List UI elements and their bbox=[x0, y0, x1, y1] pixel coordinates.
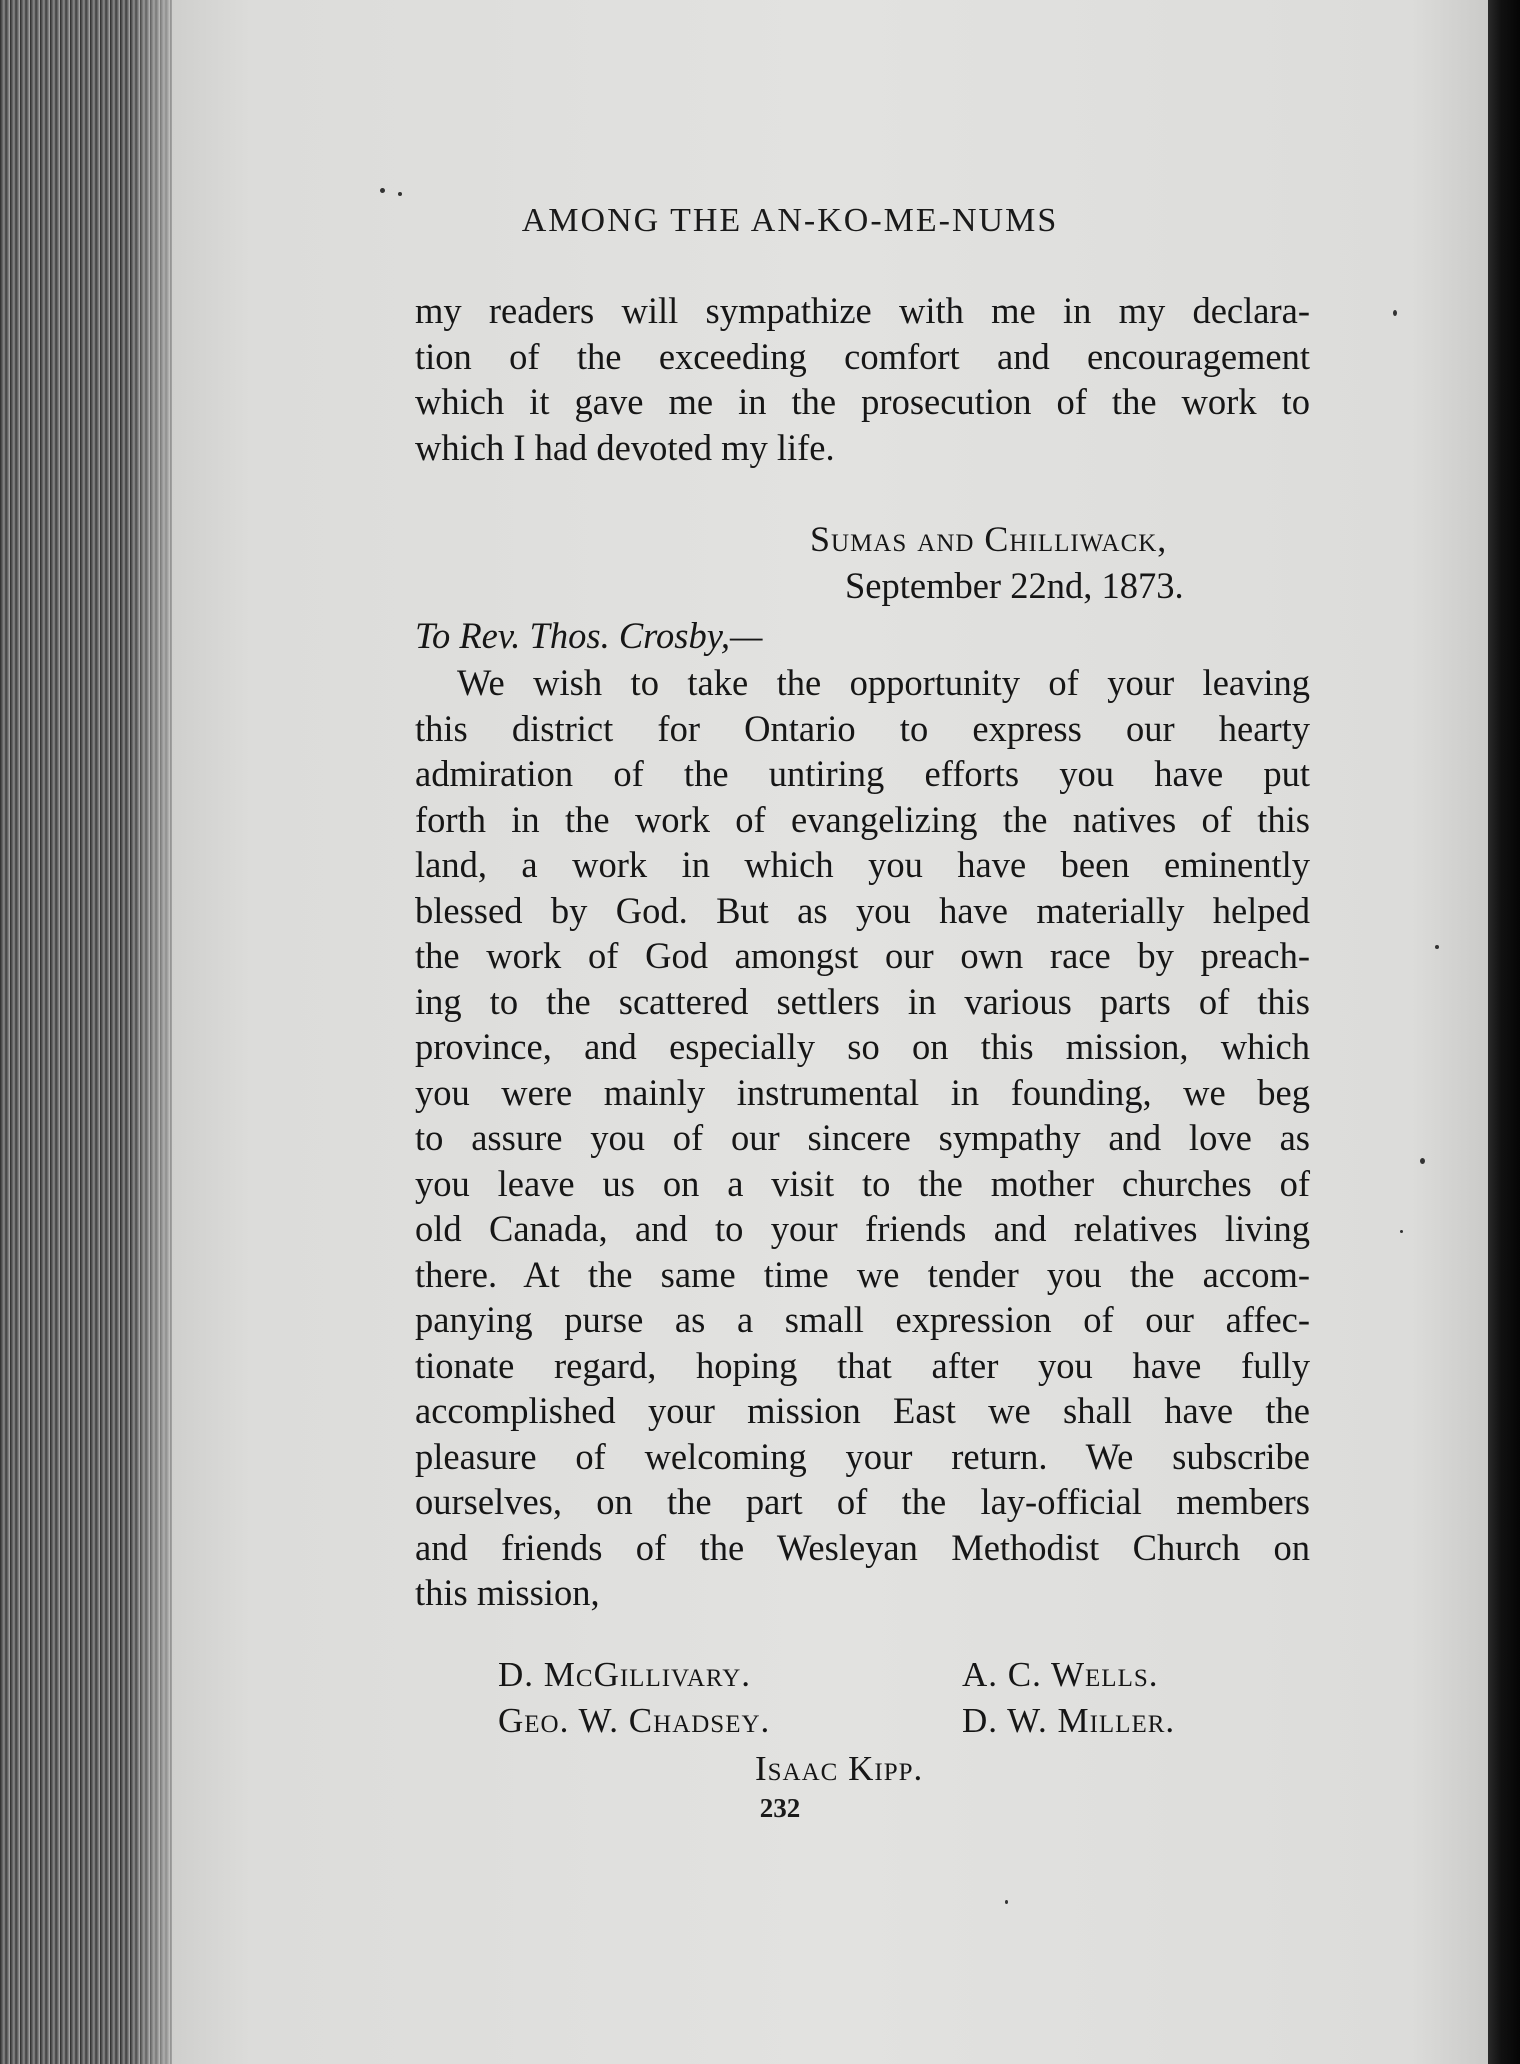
text-line: accomplished your mission East we shall have the bbox=[415, 1390, 1310, 1431]
text-line: tion of the exceeding comfort and encouragement bbox=[415, 335, 1310, 377]
text-line: the work of God amongst our own race by preach- bbox=[415, 935, 1310, 976]
text-line: tionate regard, hoping that after you have fully bbox=[415, 1344, 1310, 1386]
signature-center: Isaac Kipp. bbox=[755, 1749, 924, 1788]
text-line: there. At the same time we tender you the accom- bbox=[415, 1253, 1310, 1295]
salutation: To Rev. Thos. Crosby,— bbox=[415, 615, 763, 656]
text-line: blessed by God. But as you have materially helped bbox=[415, 889, 1310, 931]
signature-right-2: D. W. Miller. bbox=[962, 1701, 1176, 1740]
right-gutter bbox=[1488, 0, 1520, 2064]
text-line: province, and especially so on this mission, which bbox=[415, 1026, 1310, 1067]
text-line: which I had devoted my life. bbox=[415, 426, 835, 468]
date-line: September 22nd, 1873. bbox=[845, 565, 1184, 606]
signature-left-2: Geo. W. Chadsey. bbox=[498, 1701, 771, 1740]
text-line: admiration of the untiring efforts you have put bbox=[415, 753, 1310, 794]
text-line: old Canada, and to your friends and relatives living bbox=[415, 1208, 1310, 1249]
text-line: my readers will sympathize with me in my declara- bbox=[415, 290, 1310, 331]
text-line: you were mainly instrumental in founding, we beg bbox=[415, 1071, 1310, 1113]
text-line: you leave us on a visit to the mother churches of bbox=[415, 1162, 1310, 1204]
place-line: Sumas and Chilliwack, bbox=[810, 519, 1168, 559]
text-line: this district for Ontario to express our hearty bbox=[415, 707, 1310, 749]
signature-right-1: A. C. Wells. bbox=[962, 1655, 1159, 1694]
text-line: ourselves, on the part of the lay-official members bbox=[415, 1481, 1310, 1522]
text-line: to assure you of our sincere sympathy and love as bbox=[415, 1117, 1310, 1158]
opening-paragraph bbox=[415, 288, 1310, 470]
text-line: this mission, bbox=[415, 1572, 600, 1613]
letter-body bbox=[415, 660, 1310, 1616]
text-line: land, a work in which you have been eminently bbox=[415, 844, 1310, 885]
text-line: forth in the work of evangelizing the natives of this bbox=[415, 798, 1310, 840]
text-line: pleasure of welcoming your return. We subscribe bbox=[415, 1435, 1310, 1477]
text-line: We wish to take the opportunity of your leaving bbox=[457, 662, 1310, 703]
running-head: AMONG THE AN-KO-ME-NUMS bbox=[521, 202, 1059, 239]
page-number: 232 bbox=[759, 1793, 801, 1823]
text-line: and friends of the Wesleyan Methodist Church on bbox=[415, 1526, 1310, 1568]
text-line: ing to the scattered settlers in various parts of this bbox=[415, 980, 1310, 1022]
text-line: which it gave me in the prosecution of the work to bbox=[415, 381, 1310, 422]
text-line: panying purse as a small expression of our affec- bbox=[415, 1299, 1310, 1340]
signature-left-1: D. McGillivary. bbox=[498, 1655, 752, 1694]
